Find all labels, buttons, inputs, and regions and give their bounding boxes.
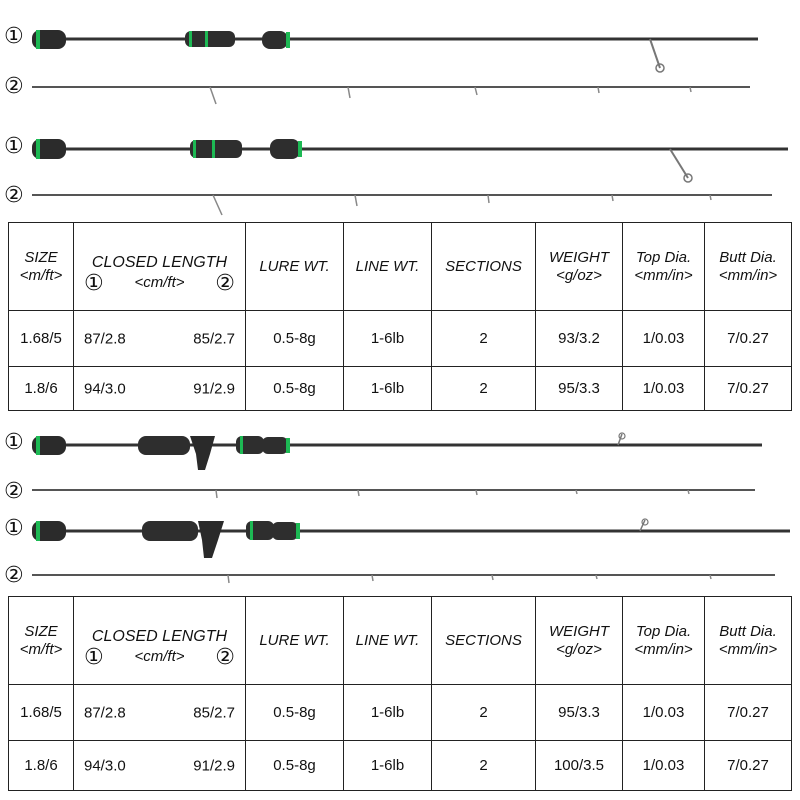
cell-closed-length: 87/2.8 85/2.7: [74, 311, 246, 367]
cell-top-diameter: 1/0.03: [623, 685, 705, 741]
section-marker-1: ①: [4, 516, 24, 541]
table-row: [9, 311, 792, 367]
section-marker-1: ①: [4, 430, 24, 455]
table-header-row: [9, 597, 792, 685]
closed-length-marker-2: ②: [215, 644, 235, 670]
cell-sections: 2: [432, 685, 536, 741]
table-row: [9, 685, 792, 741]
cell-line-weight: 1-6lb: [344, 367, 432, 411]
table-row: [9, 741, 792, 791]
cell-butt-diameter: 7/0.27: [705, 741, 792, 791]
spinning-spec-table: [8, 222, 792, 411]
section-marker-1: ①: [4, 134, 24, 159]
header-weight: WEIGHT <g/oz>: [536, 223, 623, 311]
cell-closed-length: 94/3.0 91/2.9: [74, 741, 246, 791]
cell-butt-diameter: 7/0.27: [705, 685, 792, 741]
section-marker-1: ①: [4, 24, 24, 49]
header-closed-length: CLOSED LENGTH <cm/ft> ① ②: [74, 597, 246, 685]
header-line-weight: LINE WT.: [344, 223, 432, 311]
cell-top-diameter: 1/0.03: [623, 741, 705, 791]
closed-length-marker-1: ①: [84, 644, 104, 670]
casting-rod-tip-illustration: [0, 481, 800, 521]
header-sections: SECTIONS: [432, 223, 536, 311]
casting-rod-1-tip-section: [0, 481, 800, 511]
cell-sections: 2: [432, 741, 536, 791]
cell-butt-diameter: 7/0.27: [705, 367, 792, 411]
header-weight: WEIGHT <g/oz>: [536, 597, 623, 685]
section-marker-2: ②: [4, 74, 24, 99]
cell-weight: 93/3.2: [536, 311, 623, 367]
cell-weight: 95/3.3: [536, 685, 623, 741]
table-header-row: [9, 223, 792, 311]
header-butt-diameter: Butt Dia. <mm/in>: [705, 597, 792, 685]
spinning-rod-butt-illustration: [0, 26, 800, 76]
cell-butt-diameter: 7/0.27: [705, 311, 792, 367]
closed-length-marker-2: ②: [215, 270, 235, 296]
cell-lure-weight: 0.5-8g: [246, 685, 344, 741]
closed-length-marker-1: ①: [84, 270, 104, 296]
header-lure-weight: LURE WT.: [246, 597, 344, 685]
cell-lure-weight: 0.5-8g: [246, 741, 344, 791]
section-marker-2: ②: [4, 563, 24, 588]
casting-rod-2-butt-section: [0, 518, 800, 548]
spinning-rod-tip-illustration: [0, 76, 800, 116]
cell-weight: 95/3.3: [536, 367, 623, 411]
cell-line-weight: 1-6lb: [344, 685, 432, 741]
cell-closed-length: 87/2.8 85/2.7: [74, 685, 246, 741]
header-butt-diameter: Butt Dia. <mm/in>: [705, 223, 792, 311]
cell-closed-length: 94/3.0 91/2.9: [74, 367, 246, 411]
table-row: [9, 367, 792, 411]
spinning-rod-2-tip-section: [0, 185, 800, 215]
cell-size: 1.8/6: [9, 741, 74, 791]
casting-rod-butt-illustration: [0, 518, 800, 568]
casting-rod-1-butt-section: [0, 432, 800, 462]
header-size: SIZE <m/ft>: [9, 223, 74, 311]
spinning-rod-1-tip-section: [0, 76, 800, 106]
cell-lure-weight: 0.5-8g: [246, 311, 344, 367]
cell-lure-weight: 0.5-8g: [246, 367, 344, 411]
cell-sections: 2: [432, 367, 536, 411]
cell-size: 1.68/5: [9, 685, 74, 741]
header-size: SIZE <m/ft>: [9, 597, 74, 685]
casting-spec-table: [8, 596, 792, 791]
header-lure-weight: LURE WT.: [246, 223, 344, 311]
cell-size: 1.8/6: [9, 367, 74, 411]
spinning-rod-1-butt-section: [0, 26, 800, 56]
header-closed-length: CLOSED LENGTH <cm/ft> ① ②: [74, 223, 246, 311]
spinning-rod-2-butt-section: [0, 136, 800, 166]
casting-rod-2-tip-section: [0, 565, 800, 595]
cell-size: 1.68/5: [9, 311, 74, 367]
cell-weight: 100/3.5: [536, 741, 623, 791]
cell-top-diameter: 1/0.03: [623, 367, 705, 411]
header-top-diameter: Top Dia. <mm/in>: [623, 223, 705, 311]
header-sections: SECTIONS: [432, 597, 536, 685]
spinning-rod-tip-illustration: [0, 185, 800, 225]
header-top-diameter: Top Dia. <mm/in>: [623, 597, 705, 685]
spinning-rod-butt-illustration: [0, 136, 800, 186]
section-marker-2: ②: [4, 479, 24, 504]
cell-line-weight: 1-6lb: [344, 311, 432, 367]
cell-sections: 2: [432, 311, 536, 367]
casting-rod-butt-illustration: [0, 432, 800, 482]
cell-top-diameter: 1/0.03: [623, 311, 705, 367]
header-line-weight: LINE WT.: [344, 597, 432, 685]
section-marker-2: ②: [4, 183, 24, 208]
cell-line-weight: 1-6lb: [344, 741, 432, 791]
